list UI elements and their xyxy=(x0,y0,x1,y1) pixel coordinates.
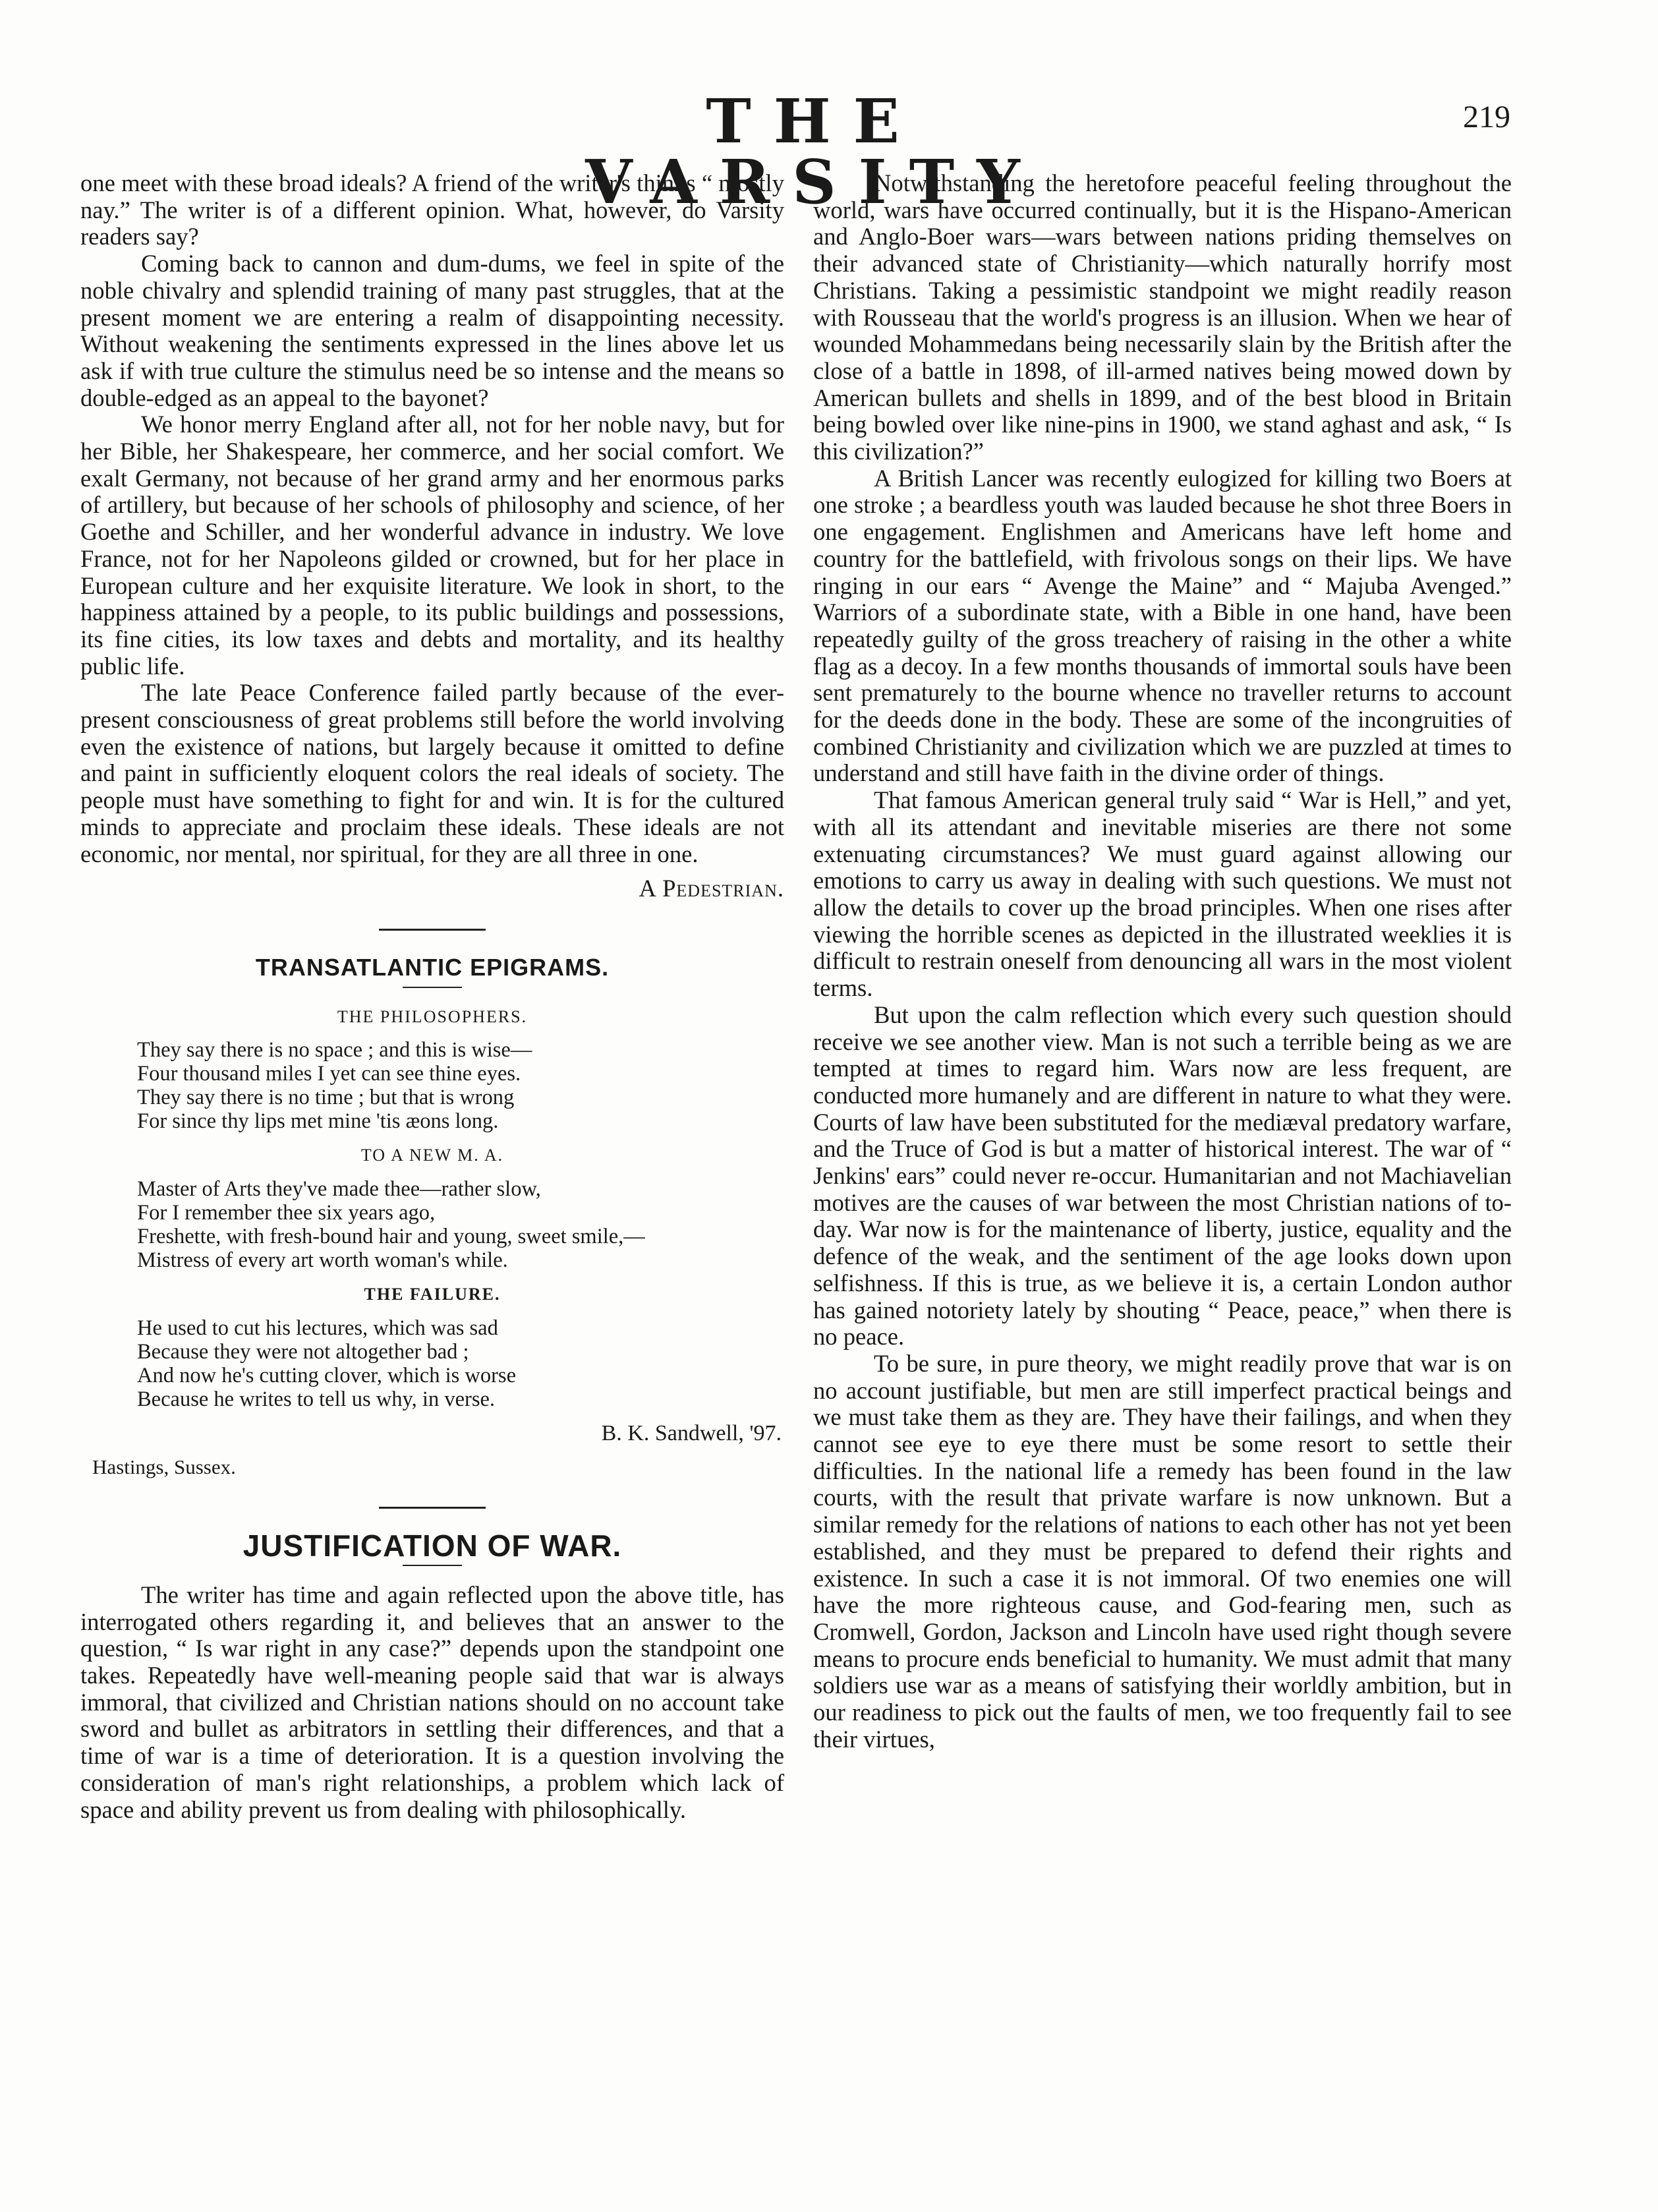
poem-line: Because they were not altogether bad ; xyxy=(137,1339,469,1364)
poem-line: For I remember thee six years ago, xyxy=(137,1201,436,1225)
paragraph: The writer has time and again reflected upon the above title, has interrogated others regarding it, and believes that an answer to the question, “ Is war right in any case?” depends upon the standpoint one takes. Repeatedly have well-meaning people said that war is always immoral, that civilized and Christian nations should on no account take sword and bullet as arbitrators in settling their differences, and that a time of war is a time of deterioration. It is a question involving the consideration of man's right relationships, a problem which lack of space and ability prevent us from dealing with philosophically. xyxy=(80,1581,784,1823)
article-signature: A Pedestrian. xyxy=(639,875,784,902)
justification-heading: JUSTIFICATION OF WAR. xyxy=(243,1528,622,1563)
heading-rule xyxy=(403,1565,462,1566)
paragraph: That famous American general truly said “ War is Hell,” and yet, with all its attendant and inevitable miseries are there not some extenuating circumstances? We must guard against allowing our emotions to carry us away in dealing with such questions. We must not allow the details to cover up the broad principles. When one rises after viewing the horrible scenes as depicted in the illustrated weeklies it is difficult to restrain oneself from denouncing all wars in the most violent terms. xyxy=(813,786,1512,1002)
paragraph: The late Peace Conference failed partly because of the ever-present consciousness of great problems still before the world involving even the existence of nations, but largely because it omitted to define and paint in sufficiently eloquent colors the real ideals of society. The people must have something to fight for and win. It is for the cultured minds to appreciate and proclaim these ideals. These ideals are not economic, nor mental, nor spiritual, for they are all three in one. xyxy=(80,679,784,867)
masthead: THE VARSITY xyxy=(585,86,1043,218)
poem-line: And now he's cutting clover, which is worse xyxy=(137,1363,517,1387)
poem-title: THE PHILOSOPHERS. xyxy=(337,1006,528,1026)
poem-place: Hastings, Sussex. xyxy=(92,1455,236,1478)
poem-line: For since thy lips met mine 'tis æons long. xyxy=(137,1109,499,1134)
poem-new-ma xyxy=(137,1177,784,1272)
poem-byline: B. K. Sandwell, '97. xyxy=(601,1420,782,1445)
paragraph: A British Lancer was recently eulogized for killing two Boers at one stroke ; a beardless youth was lauded because he shot three Boers in one engagement. Englishmen and Americans have left home and country for the battlefield, with frivolous songs on their lips. We have ringing in our ears “ Avenge the Maine” and “ Majuba Avenged.” Warriors of a subordinate state, with a Bible in one hand, have been repeatedly guilty of the gross treachery of raising in the other a white flag as a decoy. In a few months thousands of immortal souls have been sent prematurely to the bourne whence no traveller returns to account for the deeds done in the body. These are some of the incongruities of combined Christianity and civilization which we are puzzled at times to understand and still have faith in the divine order of things. xyxy=(813,464,1512,787)
paragraph: But upon the calm reflection which every such question should receive we see another view. Man is not such a terrible being as we are tempted at times to regard him. Wars now are less frequent, are conducted more humanely and are different in nature to what they were. Courts of law have been substituted for the mediæval predatory warfare, and the Truce of God is but a matter of historical interest. The war of “ Jenkins' ears” could never re-occur. Humanitarian and not Machiavelian motives are the causes of war between the most Christian nations of to-day. War now is for the maintenance of liberty, justice, equality and the defence of the weak, and the sentiment of the age looks down upon selfishness. If this is true, as we believe it is, a certain London author has gained notoriety lately by shouting “ Peace, peace,” when there is no peace. xyxy=(813,1001,1512,1351)
poem-title: TO A NEW M. A. xyxy=(360,1146,504,1165)
paragraph: Notwithstanding the heretofore peaceful feeling throughout the world, wars have occurred continually, but it is the Hispano-American and Anglo-Boer wars—wars between nations priding themselves on their advanced state of Christianity—which naturally horrify most Christians. Taking a pessimistic standpoint we might readily reason with Rousseau that the world's progress is an illusion. When we hear of wounded Mohammedans being necessarily slain by the British after the close of a battle in 1898, of ill-armed natives being mowed down by American bullets and shells in 1899, and of the best blood in Britain being bowled over like nine-pins in 1900, we stand aghast and ask, “ Is this civilization?” xyxy=(813,169,1512,465)
poem-line: He used to cut his lectures, which was sad xyxy=(137,1316,498,1340)
section-divider xyxy=(379,929,486,931)
paragraph: We honor merry England after all, not for her noble navy, but for her Bible, her Shakespeare, her commerce, and her social comfort. We exalt Germany, not because of her grand army and her enormous parks of artillery, but because of her schools of philosophy and science, of her Goethe and Schiller, and her wonderful advance in industry. We love France, not for her Napoleons gilded or crowned, but for her place in European culture and her exquisite literature. We look in short, to the happiness attained by a people, to its public buildings and possessions, its fine cities, its low taxes and debts and mortality, and its healthy public life. xyxy=(80,411,784,680)
left-column xyxy=(80,170,784,1823)
epigrams-heading: TRANSATLANTIC EPIGRAMS. xyxy=(255,953,610,981)
poem-line: Because he writes to tell us why, in verse. xyxy=(137,1387,496,1411)
poem-line: Four thousand miles I yet can see thine eyes. xyxy=(137,1062,521,1086)
poem-title: THE FAILURE. xyxy=(364,1285,501,1304)
heading-rule xyxy=(403,987,462,988)
poem-line: Freshette, with fresh-bound hair and young, sweet smile,— xyxy=(137,1225,645,1249)
paragraph: To be sure, in pure theory, we might readily prove that war is on no account justifiable, but men are still imperfect practical beings and we must take them as they are. They have their failings, and when they cannot see eye to eye there must be some resort to settle their difficulties. In the national life a remedy has been found in the law courts, with the result that private warfare is now unknown. But a similar remedy for the relations of nations to each other has not yet been established, and they must be prepared to defend their rights and existence. In such a case it is not immoral. Of two enemies one will have the more righteous cause, and God-fearing men, such as Cromwell, Gordon, Jackson and Lincoln have used right though severe means to procure ends beneficial to humanity. We must admit that many soldiers use war as a means of satisfying their worldly ambition, but in our readiness to pick out the faults of men, we too frequently fail to see their virtues, xyxy=(813,1349,1512,1753)
poem-line: They say there is no space ; and this is wise— xyxy=(137,1038,532,1062)
poem-line: Master of Arts they've made thee—rather slow, xyxy=(137,1177,541,1202)
poem-philosophers xyxy=(137,1038,784,1133)
paragraph: one meet with these broad ideals? A friend of the writer's thinks “ mostly nay.” The writer is of a different opinion. What, however, do Varsity readers say? xyxy=(80,169,784,250)
paragraph: Coming back to cannon and dum-dums, we feel in spite of the noble chivalry and splendid training of many past struggles, that at the present moment we are entering a realm of disappointing necessity. Without weakening the sentiments expressed in the lines above let us ask if with true culture the stimulus need be so intense and the means so double-edged as an appeal to the bayonet? xyxy=(80,250,784,411)
poem-line: They say there is no time ; but that is wrong xyxy=(137,1086,515,1110)
poem-failure xyxy=(137,1316,784,1411)
section-divider xyxy=(379,1507,486,1509)
right-column xyxy=(813,170,1512,1753)
page-number: 219 xyxy=(1463,100,1510,134)
poem-line: Mistress of every art worth woman's while. xyxy=(137,1248,508,1273)
